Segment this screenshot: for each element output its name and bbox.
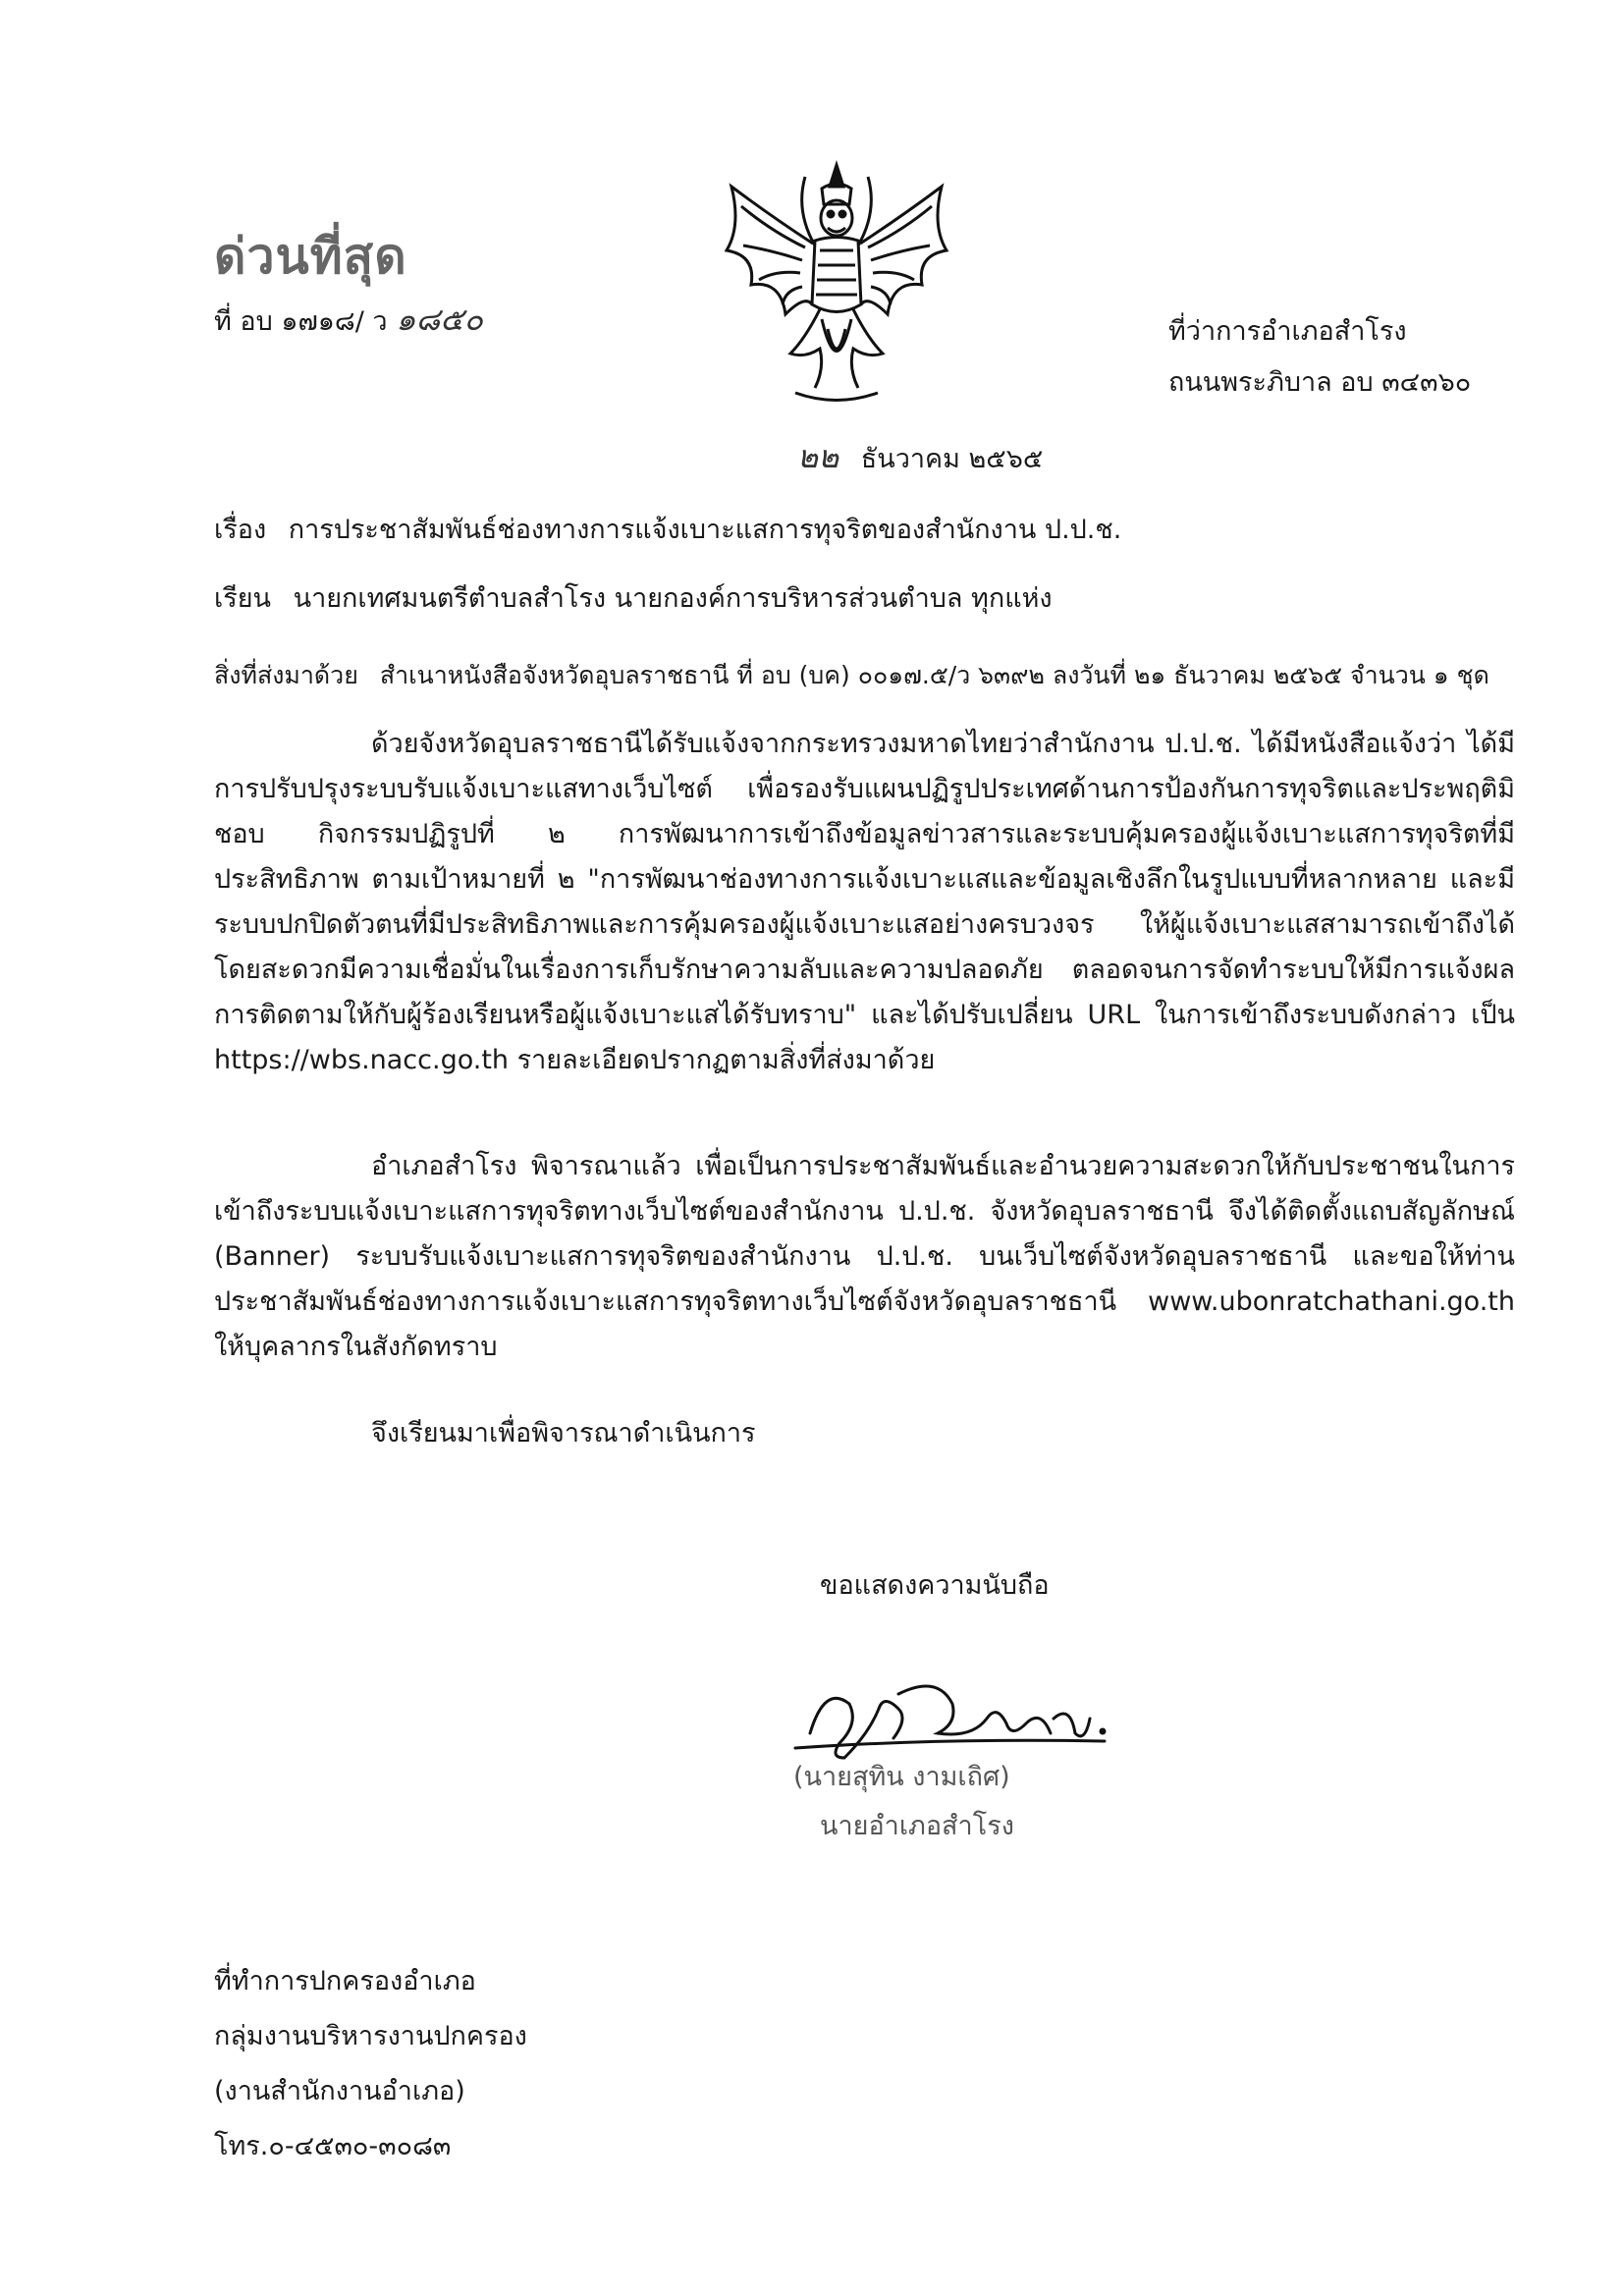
office-address [1168, 306, 1471, 409]
footer-line-2: กลุ่มงานบริหารงานปกครอง [214, 2021, 527, 2051]
recipient-row [214, 579, 1053, 619]
subject-text: การประชาสัมพันธ์ช่องทางการแจ้งเบาะแสการทุจริตของสำนักงาน ป.ป.ช. [288, 515, 1122, 545]
footer-line-4: โทร.๐-๔๕๓๐-๓๐๘๓ [214, 2131, 452, 2161]
office-line-2: ถนนพระภิบาล อบ ๓๔๓๖๐ [1168, 367, 1472, 398]
enclosure-row [214, 656, 1489, 695]
office-line-1: ที่ว่าการอำเภอสำโรง [1168, 316, 1407, 347]
footer-contact [214, 1954, 527, 2174]
paragraph-1-text: ด้วยจังหวัดอุบลราชธานีได้รับแจ้งจากกระทรวงมหาดไทยว่าสำนักงาน ป.ป.ช. ได้มีหนังสือแจ้งว่า ได้มีการปรับปรุงระบบรับแจ้งเบาะแสทางเว็บไซต์ เพื่อรองรับแผนปฏิรูปประเทศด้านการป้องกันการทุจริตและประพฤติมิชอบ กิจกรรมปฏิรูปที่ ๒ การพัฒนาการเข้าถึงข้อมูลข่าวสารและระบบคุ้มครองผู้แจ้งเบาะแสการทุจริตที่มีประสิทธิภาพ ตามเป้าหมายที่ ๒ "การพัฒนาช่องทางการแจ้งเบาะแสและข้อมูลเชิงลึกในรูปแบบที่หลากหลาย และมีระบบปกปิดตัวตนที่มีประสิทธิภาพและการคุ้มครองผู้แจ้งเบาะแสอย่างครบวงจร ให้ผู้แจ้งเบาะแสสามารถเข้าถึงได้โดยสะดวกมีความเชื่อมั่นในเรื่องการเก็บรักษาความลับและความปลอดภัย ตลอดจนการจัดทำระบบให้มีการแจ้งผลการติดตามให้กับผู้ร้องเรียนหรือผู้แจ้งเบาะแสได้รับทราบ" และได้ปรับเปลี่ยน URL ในการเข้าถึงระบบดังกล่าว เป็น https://wbs.nacc.go.th รายละเอียดปรากฏตามสิ่งที่ส่งมาด้วย [214, 729, 1515, 1075]
enclosure-text: สำเนาหนังสือจังหวัดอุบลราชธานี ที่ อบ (บค) ๐๐๑๗.๕/ว ๖๓๙๒ ลงวันที่ ๒๑ ธันวาคม ๒๕๖๕ จำนวน ๑ ชุด [379, 661, 1489, 689]
subject-label: เรื่อง [214, 515, 267, 545]
footer-line-3: (งานสำนักงานอำเภอ) [214, 2076, 465, 2106]
date-month-year: ธันวาคม ๒๕๖๕ [860, 444, 1044, 474]
document-number-printed: ที่ อบ ๑๗๑๘/ ว [214, 306, 388, 337]
garuda-emblem-icon [712, 157, 962, 412]
date-day-handwritten: ๒๒ [797, 438, 839, 475]
signer-name: (นายสุทิน งามเถิศ) [793, 1762, 1010, 1792]
enclosure-label: สิ่งที่ส่งมาด้วย [214, 661, 358, 689]
document-number [214, 300, 483, 342]
footer-line-1: ที่ทำการปกครองอำเภอ [214, 1966, 476, 1996]
signer-position: นายอำเภอสำโรง [820, 1811, 1014, 1841]
body-paragraph-3: จึงเรียนมาเพื่อพิจารณาดำเนินการ [371, 1418, 756, 1449]
recipient-label: เรียน [214, 583, 272, 614]
closing-salutation: ขอแสดงความนับถือ [820, 1570, 1050, 1601]
paragraph-2-text: อำเภอสำโรง พิจารณาแล้ว เพื่อเป็นการประชาสัมพันธ์และอำนวยความสะดวกให้กับประชาชนในการเข้าถึงระบบแจ้งเบาะแสการทุจริตทางเว็บไซต์ของสำนักงาน ป.ป.ช. จังหวัดอุบลราชธานี จึงได้ติดตั้งแถบสัญลักษณ์ (Banner) ระบบรับแจ้งเบาะแสการทุจริตของสำนักงาน ป.ป.ช. บนเว็บไซต์จังหวัดอุบลราชธานี และขอให้ท่านประชาสัมพันธ์ช่องทางการแจ้งเบาะแสการทุจริตทางเว็บไซต์จังหวัดอุบลราชธานี www.ubonratchathani.go.th ให้บุคลากรในสังกัดทราบ [214, 1151, 1515, 1362]
body-paragraph-1 [214, 722, 1515, 1083]
document-number-handwritten: ๑๘๕๐ [396, 301, 483, 338]
signature-icon [790, 1665, 1124, 1773]
urgency-heading: ด่วนที่สุด [214, 228, 407, 285]
body-paragraph-2 [214, 1144, 1515, 1370]
recipient-text: นายกเทศมนตรีตำบลสำโรง นายกองค์การบริหารส่วนตำบล ทุกแห่ง [293, 583, 1053, 614]
document-date [797, 437, 1043, 479]
subject-row [214, 511, 1121, 550]
